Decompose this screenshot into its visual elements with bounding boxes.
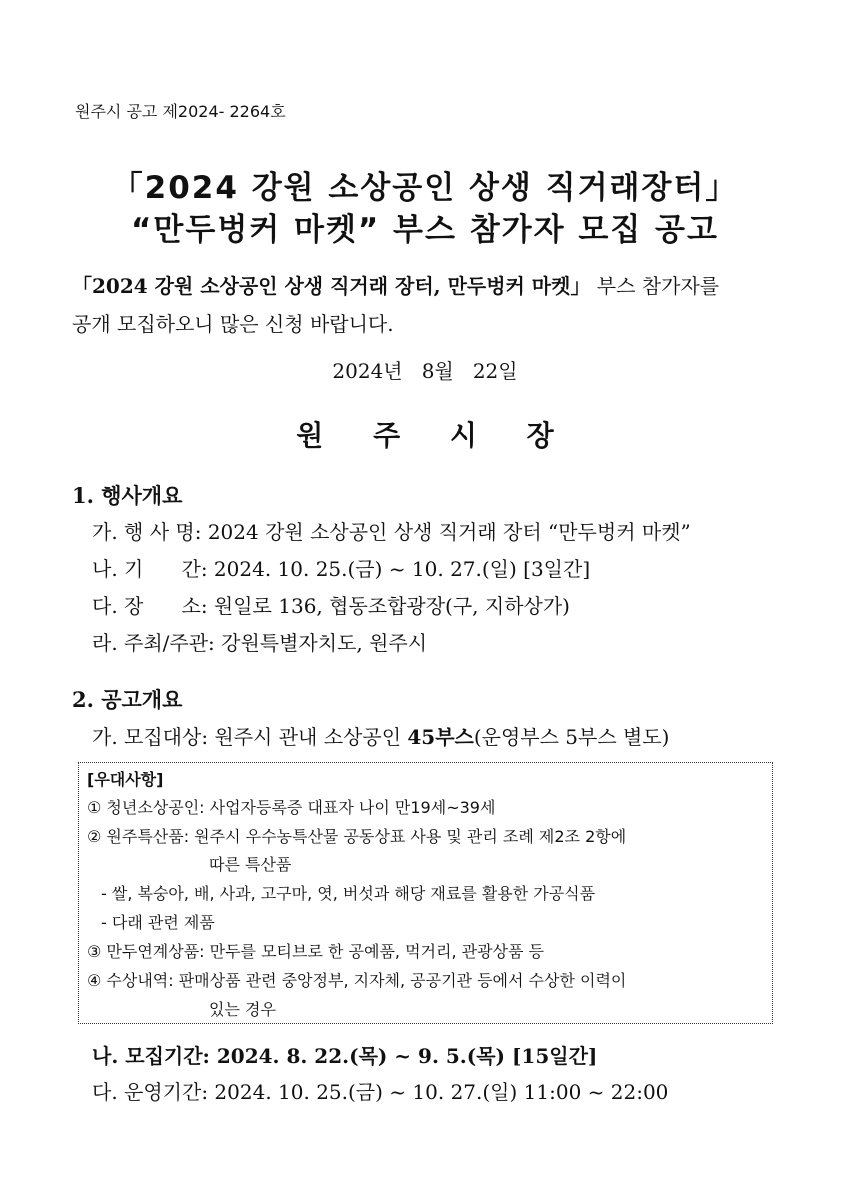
notice-date: 2024년 8월 22일 [332, 359, 518, 383]
row-value: 2024. 10. 25.(금) ~ 10. 27.(일) [3일간] [213, 557, 591, 581]
booth-count: 45부스 [407, 725, 474, 749]
row-value: 2024. 8. 22.(목) ~ 9. 5.(목) [15일간] [216, 1044, 598, 1068]
row-value: 원일로 136, 협동조합광장(구, 지하상가) [213, 594, 570, 618]
row-value: 강원특별자치도, 원주시 [221, 631, 428, 655]
event-name-row [92, 516, 691, 545]
intro-event-name: 「2024 강원 소상공인 상생 직거래 장터, 만두벙커 마켓」 [72, 274, 591, 298]
row-label: 나. 기 간: [92, 557, 214, 581]
recruit-period-row [92, 1040, 597, 1069]
row-value-rest: (운영부스 5부스 별도) [473, 725, 670, 749]
preference-item-1: ① 청년소상공인: 사업자등록증 대표자 나이 만19세~39세 [87, 798, 496, 817]
row-label: 나. 모집기간: [92, 1044, 217, 1068]
event-period-row [92, 553, 590, 582]
row-label: 라. 주최/주관: [92, 631, 222, 655]
notice-number: 원주시 공고 제2024- 2264호 [75, 102, 286, 121]
row-value: 원주시 관내 소상공인 [214, 725, 408, 749]
preference-item-2-cont: 따른 특산품 [209, 855, 292, 874]
preference-item-4-cont: 있는 경우 [209, 1000, 276, 1019]
row-label: 가. 모집대상: [92, 725, 215, 749]
intro-line-1 [72, 270, 719, 299]
intro-line-1-rest: 부스 참가자를 [590, 274, 720, 298]
preferences-title: [우대사항] [87, 770, 164, 789]
preference-item-3: ③ 만두연계상품: 만두를 모티브로 한 공예품, 먹거리, 관광상품 등 [87, 942, 544, 961]
recruit-target-row [92, 721, 669, 750]
section-1-title: 1. 행사개요 [72, 483, 183, 508]
row-label: 다. 장 소: [92, 594, 214, 618]
event-location-row [92, 590, 570, 619]
row-label: 가. 행 사 명: [92, 520, 208, 544]
title-line-1: 「2024 강원 소상공인 상생 직거래장터」 [111, 170, 739, 206]
operation-period-row [92, 1076, 668, 1105]
row-value: 2024. 10. 25.(금) ~ 10. 27.(일) 11:00 ~ 22:00 [214, 1080, 669, 1104]
issuer-name: 원 주 시 장 [296, 419, 574, 452]
preference-item-4: ④ 수상내역: 판매상품 관련 중앙정부, 지자체, 공공기관 등에서 수상한 이력이 [87, 971, 627, 990]
row-label: 다. 운영기간: [92, 1080, 215, 1104]
title-line-2: “만두벙커 마켓” 부스 참가자 모집 공고 [131, 212, 719, 248]
preferences-box [78, 762, 773, 1024]
preference-item-2: ② 원주특산품: 원주시 우수농특산물 공동상표 사용 및 관리 조례 제2조 2항에 [87, 827, 627, 846]
preference-item-2-sub-2: - 다래 관련 제품 [101, 913, 215, 932]
section-2-title: 2. 공고개요 [72, 687, 183, 712]
preference-item-2-sub-1: - 쌀, 복숭아, 배, 사과, 고구마, 엿, 버섯과 해당 재료를 활용한 가공식품 [101, 884, 596, 903]
row-value: 2024 강원 소상공인 상생 직거래 장터 “만두벙커 마켓” [207, 520, 691, 544]
event-host-row [92, 627, 427, 656]
intro-line-2: 공개 모집하오니 많은 신청 바랍니다. [72, 312, 394, 336]
